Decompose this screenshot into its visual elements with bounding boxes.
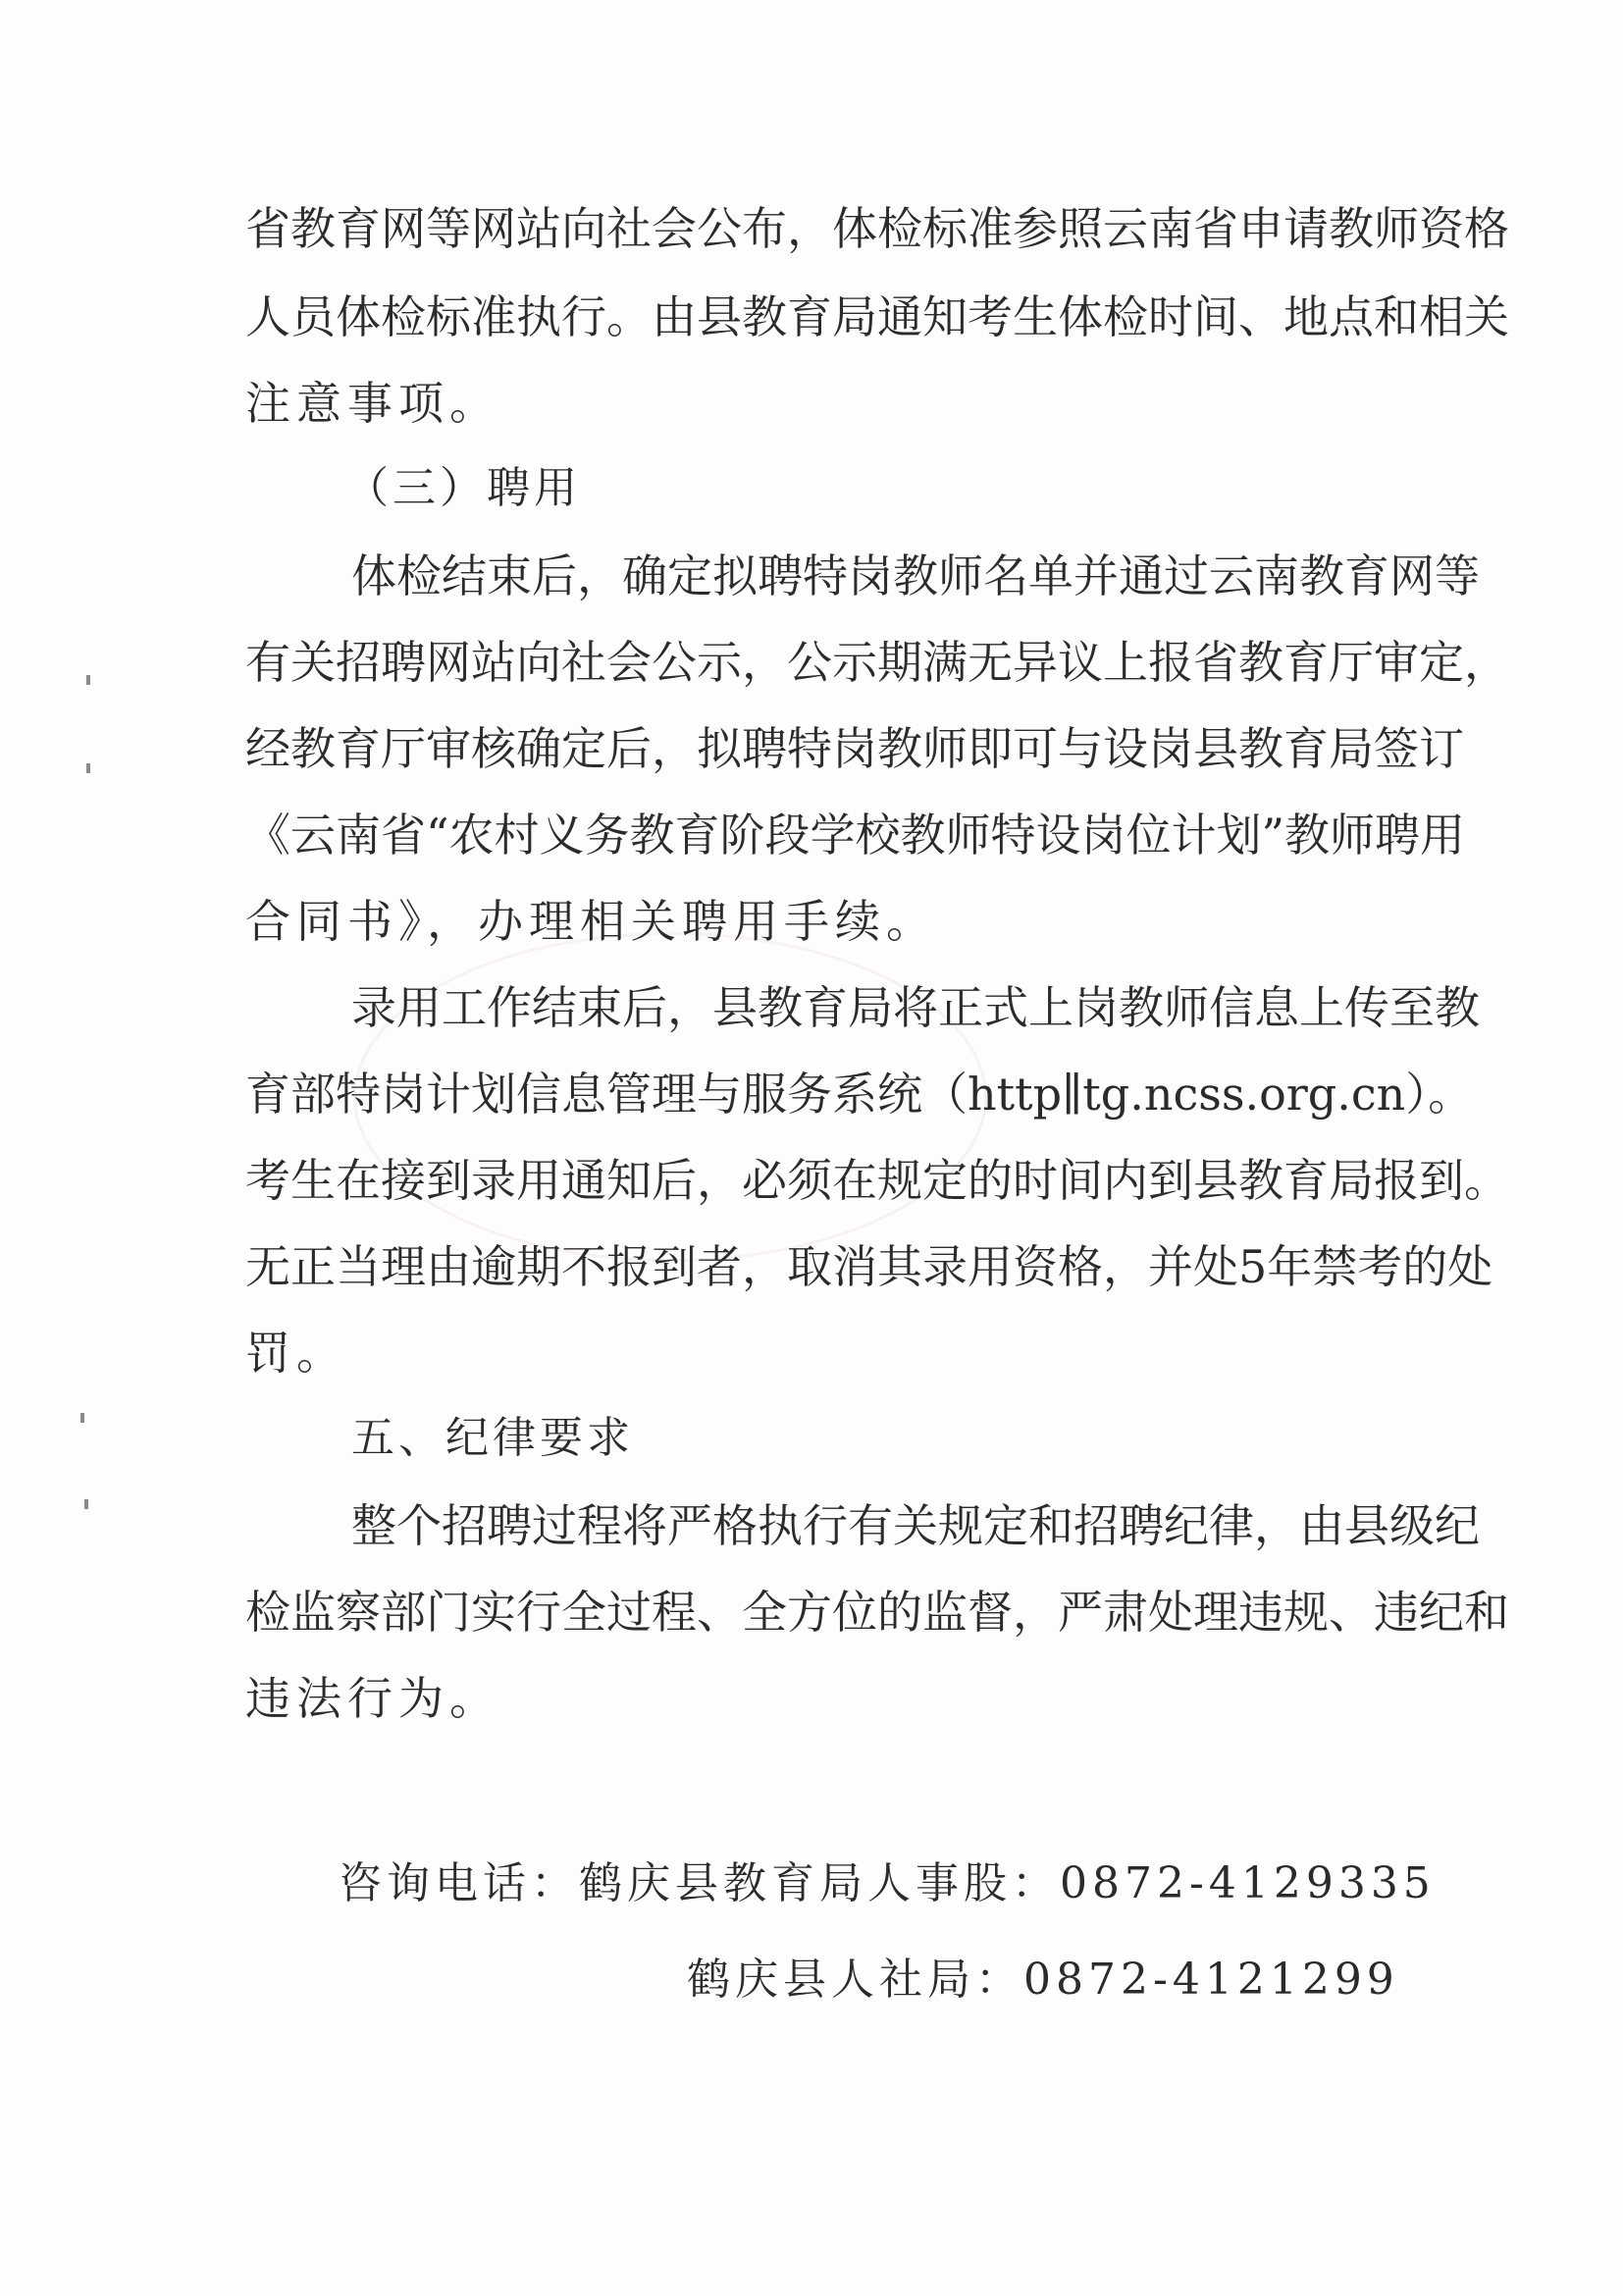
section-heading-hiring: （三）聘用 [345, 463, 581, 513]
paragraph-line: 录用工作结束后，县教育局将正式上岗教师信息上传至教 [351, 981, 1480, 1034]
paragraph-line: 违法行为。 [245, 1672, 500, 1725]
contact-phone-education-bureau: 咨询电话：鹤庆县教育局人事股：0872-4129335 [339, 1858, 1436, 1908]
paragraph-line: 育部特岗计划信息管理与服务系统（http∥tg.ncss.org.cn）。 [245, 1068, 1474, 1121]
paragraph-line: 罚。 [245, 1327, 347, 1380]
scan-margin-mark [80, 1413, 84, 1423]
paragraph-line: 经教育厅审核确定后，拟聘特岗教师即可与设岗县教育局签订 [245, 722, 1464, 775]
paragraph-line: 检监察部门实行全过程、全方位的监督，严肃处理违规、违纪和 [245, 1586, 1509, 1639]
contact-phone-hr-bureau: 鹤庆县人社局：0872-4121299 [687, 1955, 1399, 2005]
paragraph-line: 合同书》，办理相关聘用手续。 [245, 895, 937, 948]
paragraph-line: 有关招聘网站向社会公示，公示期满无异议上报省教育厅审定， [245, 636, 1509, 689]
section-heading-discipline: 五、纪律要求 [351, 1413, 634, 1463]
paragraph-line: 注意事项。 [245, 377, 500, 430]
scan-margin-mark [84, 1499, 88, 1509]
paragraph-line: 体检结束后，确定拟聘特岗教师名单并通过云南教育网等 [351, 549, 1480, 602]
scan-margin-mark [86, 675, 90, 685]
paragraph-line: 整个招聘过程将严格执行有关规定和招聘纪律，由县级纪 [351, 1499, 1480, 1552]
scan-margin-mark [86, 763, 90, 773]
paragraph-line: 《云南省“农村义务教育阶段学校教师特设岗位计划”教师聘用 [245, 809, 1466, 861]
paragraph-line: 人员体检标准执行。由县教育局通知考生体检时间、地点和相关 [245, 290, 1509, 343]
paragraph-line: 无正当理由逾期不报到者，取消其录用资格，并处5年禁考的处 [245, 1240, 1493, 1293]
paragraph-line: 省教育网等网站向社会公布，体检标准参照云南省申请教师资格 [245, 202, 1509, 255]
paragraph-line: 考生在接到录用通知后，必须在规定的时间内到县教育局报到。 [245, 1154, 1509, 1207]
